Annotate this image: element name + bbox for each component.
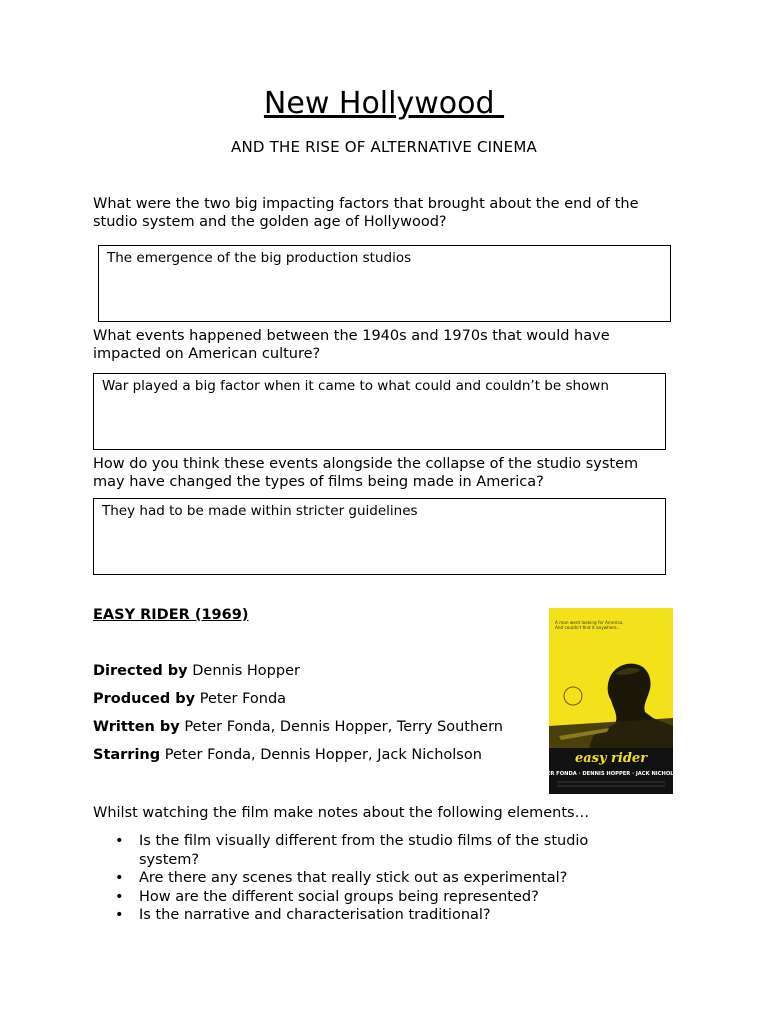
list-item: • Is the film visually different from the studio films of the studio system? xyxy=(93,832,653,869)
page-title: New Hollywood xyxy=(263,86,505,121)
answer-box-3[interactable]: They had to be made within stricter guidelines xyxy=(93,498,666,575)
list-item: • How are the different social groups being represented? xyxy=(93,888,653,907)
film-heading: EASY RIDER (1969) xyxy=(93,607,249,623)
credit-value: Dennis Hopper xyxy=(192,663,300,679)
answer-box-1[interactable]: The emergence of the big production studios xyxy=(98,245,671,322)
credit-value: Peter Fonda xyxy=(199,691,287,707)
poster-logo: easy rider xyxy=(574,751,648,766)
list-item: • Are there any scenes that really stick out as experimental? xyxy=(93,869,653,888)
credit-directed xyxy=(93,663,300,679)
answer-box-2[interactable]: War played a big factor when it came to what could and couldn’t be shown xyxy=(93,373,666,450)
question-2: What events happened between the 1940s and 1970s that would have impacted on American culture? xyxy=(93,328,610,362)
credit-written xyxy=(93,719,503,735)
credit-starring xyxy=(93,747,482,763)
easy-rider-poster xyxy=(535,608,687,794)
credit-label: Produced by xyxy=(93,691,196,707)
question-1: What were the two big impacting factors that brought about the end of the studio system and the golden age of Hollywood? xyxy=(93,196,639,230)
poster-tagline: A man went looking for America. And couldn't find it anywhere... xyxy=(555,620,624,630)
poster-names: PETER FONDA · DENNIS HOPPER · JACK NICHOLSON xyxy=(535,771,687,777)
question-3: How do you think these events alongside the collapse of the studio system may have changed the types of films being made in America? xyxy=(93,456,639,490)
notes-list xyxy=(93,832,653,925)
credit-produced xyxy=(93,691,286,707)
credit-label: Starring xyxy=(93,747,161,763)
credit-value: Peter Fonda, Dennis Hopper, Terry Southern xyxy=(184,719,503,735)
notes-intro: Whilst watching the film make notes about the following elements… xyxy=(93,805,590,821)
page-subtitle: AND THE RISE OF ALTERNATIVE CINEMA xyxy=(231,138,537,156)
credit-label: Written by xyxy=(93,719,180,735)
list-item: • Is the narrative and characterisation traditional? xyxy=(93,906,653,925)
credit-value: Peter Fonda, Dennis Hopper, Jack Nicholson xyxy=(164,747,482,763)
credit-label: Directed by xyxy=(93,663,188,679)
poster-artwork xyxy=(535,608,687,794)
